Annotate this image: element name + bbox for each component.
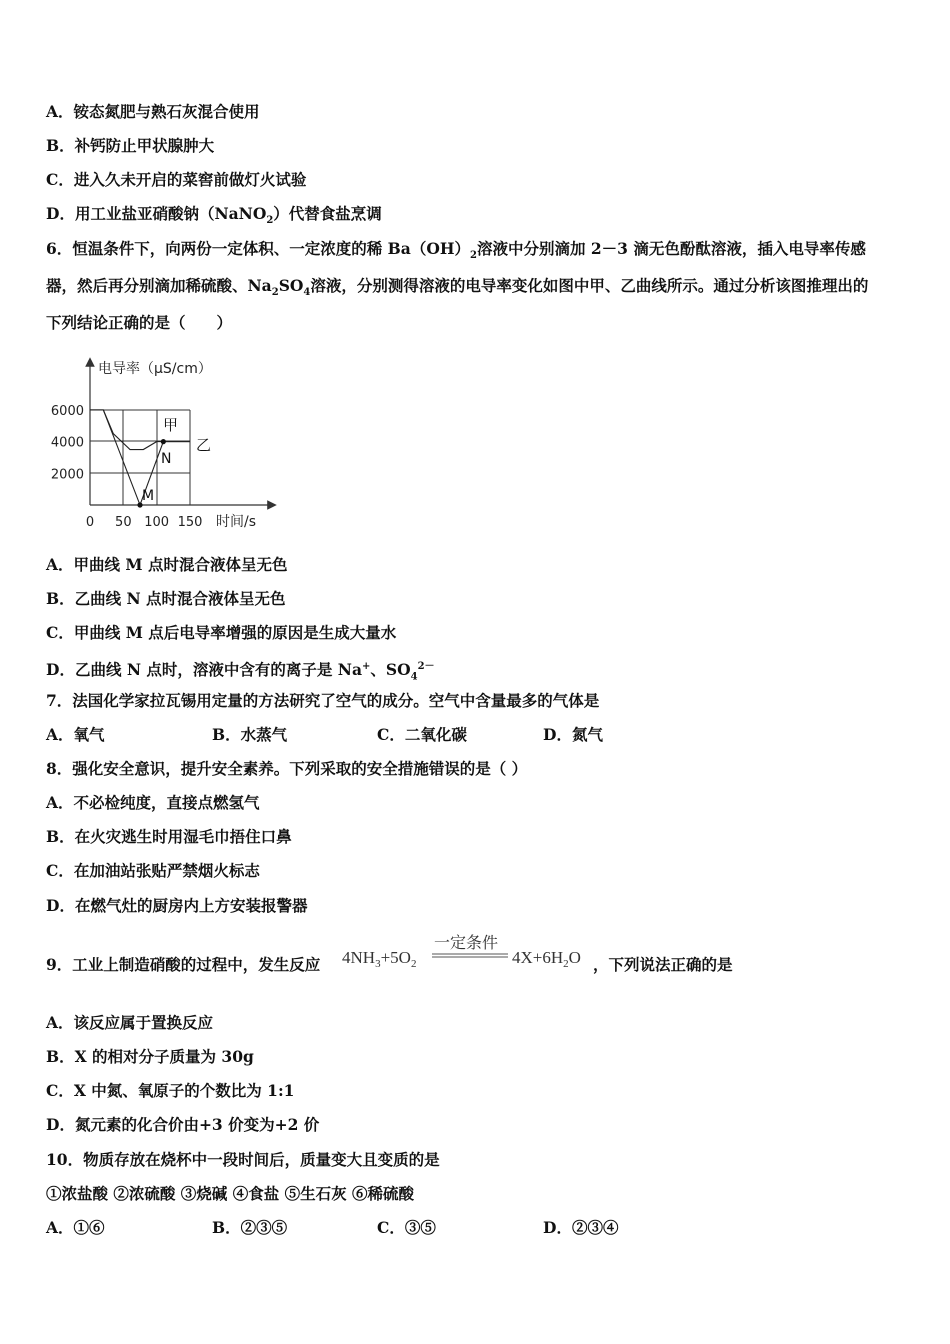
- q8-option-c: C．在加油站张贴严禁烟火标志: [46, 861, 260, 880]
- q6-d-text: 、SO: [370, 660, 411, 680]
- q6-option-c: C．甲曲线 M 点后电导率增强的原因是生成大量水: [46, 623, 397, 642]
- y-tick-labels: [51, 404, 84, 482]
- y-tick-label: 6000: [50, 403, 84, 419]
- label-n: N: [161, 451, 172, 467]
- q6-d-sup: +: [362, 661, 371, 672]
- x-tick-label: 0: [85, 515, 95, 530]
- q6-d-text: D．乙曲线 N 点时，溶液中含有的离子是 Na: [46, 660, 363, 680]
- q9-option-d: D．氮元素的化合价由+3 价变为+2 价: [46, 1115, 320, 1134]
- q6-d-sub: 4: [410, 671, 418, 683]
- q10-stem: 10．物质存放在烧杯中一段时间后，质量变大且变质的是: [46, 1150, 440, 1169]
- reaction-equation: [342, 928, 602, 978]
- q7-option-d: D．氮气: [543, 725, 603, 744]
- x-axis-label: 时间/s: [216, 514, 257, 530]
- y-tick-label: 4000: [50, 435, 84, 451]
- q6-stem-line2: [46, 276, 868, 303]
- q6-stem-sub: 4: [303, 287, 311, 299]
- label-yi: 乙: [196, 436, 212, 454]
- q6-stem-sub: 2: [469, 250, 477, 262]
- q7-option-a: A．氧气: [46, 725, 105, 744]
- q8-option-b: B．在火灾逃生时用湿毛巾捂住口鼻: [46, 827, 292, 846]
- q5-d-sub: 2: [266, 215, 274, 227]
- q10-option-c: C．③⑤: [377, 1218, 436, 1237]
- q6-option-a: A．甲曲线 M 点时混合液体呈无色: [46, 555, 288, 574]
- point-n: [161, 439, 166, 444]
- q10-option-b: B．②③⑤: [212, 1218, 288, 1237]
- q9-stem-pre: 9．工业上制造硝酸的过程中，发生反应: [46, 955, 321, 974]
- q10-option-d: D．②③④: [543, 1218, 619, 1237]
- conductivity-chart: [44, 352, 284, 532]
- q6-option-d: [46, 657, 435, 687]
- q7-option-b: B．水蒸气: [212, 725, 288, 744]
- q6-stem-line3: 下列结论正确的是（ ）: [46, 313, 233, 332]
- q5-option-a: A．铵态氮肥与熟石灰混合使用: [46, 102, 260, 121]
- q9-option-b: B．X 的相对分子质量为 30g: [46, 1047, 254, 1066]
- q9-stem-post: ，下列说法正确的是: [593, 955, 733, 974]
- q9-option-a: A．该反应属于置换反应: [46, 1013, 214, 1032]
- x-tick-labels: [86, 515, 203, 530]
- q6-stem-part: 器，然后再分别滴加稀硫酸、Na: [46, 276, 272, 295]
- q5-d-text: D．用工业盐亚硝酸钠（NaNO: [46, 204, 267, 223]
- eq-left: $4NH_3+5O_2$: [342, 948, 417, 970]
- y-tick-label: 2000: [50, 467, 84, 483]
- q6-stem-sub: 2: [271, 287, 279, 299]
- q6-stem-part: 6．恒温条件下，向两份一定体积、一定浓度的稀 Ba（OH）: [46, 239, 470, 258]
- y-axis-label: 电导率（μS/cm）: [98, 361, 212, 377]
- q9-option-c: C．X 中氮、氧原子的个数比为 1:1: [46, 1081, 295, 1100]
- q7-option-c: C．二氧化碳: [377, 725, 467, 744]
- q8-stem: 8．强化安全意识，提升安全素养。下列采取的安全措施错误的是（ ）: [46, 759, 528, 778]
- q7-stem: 7．法国化学家拉瓦锡用定量的方法研究了空气的成分。空气中含量最多的气体是: [46, 691, 600, 710]
- q5-option-b: B．补钙防止甲状腺肿大: [46, 136, 215, 155]
- label-m: M: [142, 488, 155, 504]
- x-tick-label: 100: [144, 515, 170, 530]
- label-jia: 甲: [163, 416, 179, 434]
- x-tick-label: 150: [177, 515, 203, 530]
- eq-condition: 一定条件: [434, 935, 499, 952]
- q6-stem-line1: [46, 239, 866, 266]
- q10-option-a: A．①⑥: [46, 1218, 105, 1237]
- q8-option-a: A．不必检纯度，直接点燃氢气: [46, 793, 260, 812]
- q6-stem-part: 溶液，分别测得溶液的电导率变化如图中甲、乙曲线所示。通过分析该图推理出的: [310, 276, 869, 295]
- q5-d-text-end: ）代替食盐烹调: [273, 204, 382, 223]
- q6-option-b: B．乙曲线 N 点时混合液体呈无色: [46, 589, 286, 608]
- q6-d-sup: 2－: [417, 661, 435, 672]
- q5-option-d: [46, 204, 382, 231]
- eq-right: $4X+6H_2O$: [512, 948, 581, 970]
- x-tick-label: 50: [115, 515, 132, 530]
- q5-option-c: C．进入久未开启的菜窖前做灯火试验: [46, 170, 307, 189]
- q6-stem-part: 溶液中分别滴加 2－3 滴无色酚酞溶液，插入电导率传感: [476, 239, 866, 258]
- q10-items: ①浓盐酸 ②浓硫酸 ③烧碱 ④食盐 ⑤生石灰 ⑥稀硫酸: [46, 1184, 414, 1203]
- q8-option-d: D．在燃气灶的厨房内上方安装报警器: [46, 896, 308, 915]
- q6-stem-part: SO: [278, 276, 304, 295]
